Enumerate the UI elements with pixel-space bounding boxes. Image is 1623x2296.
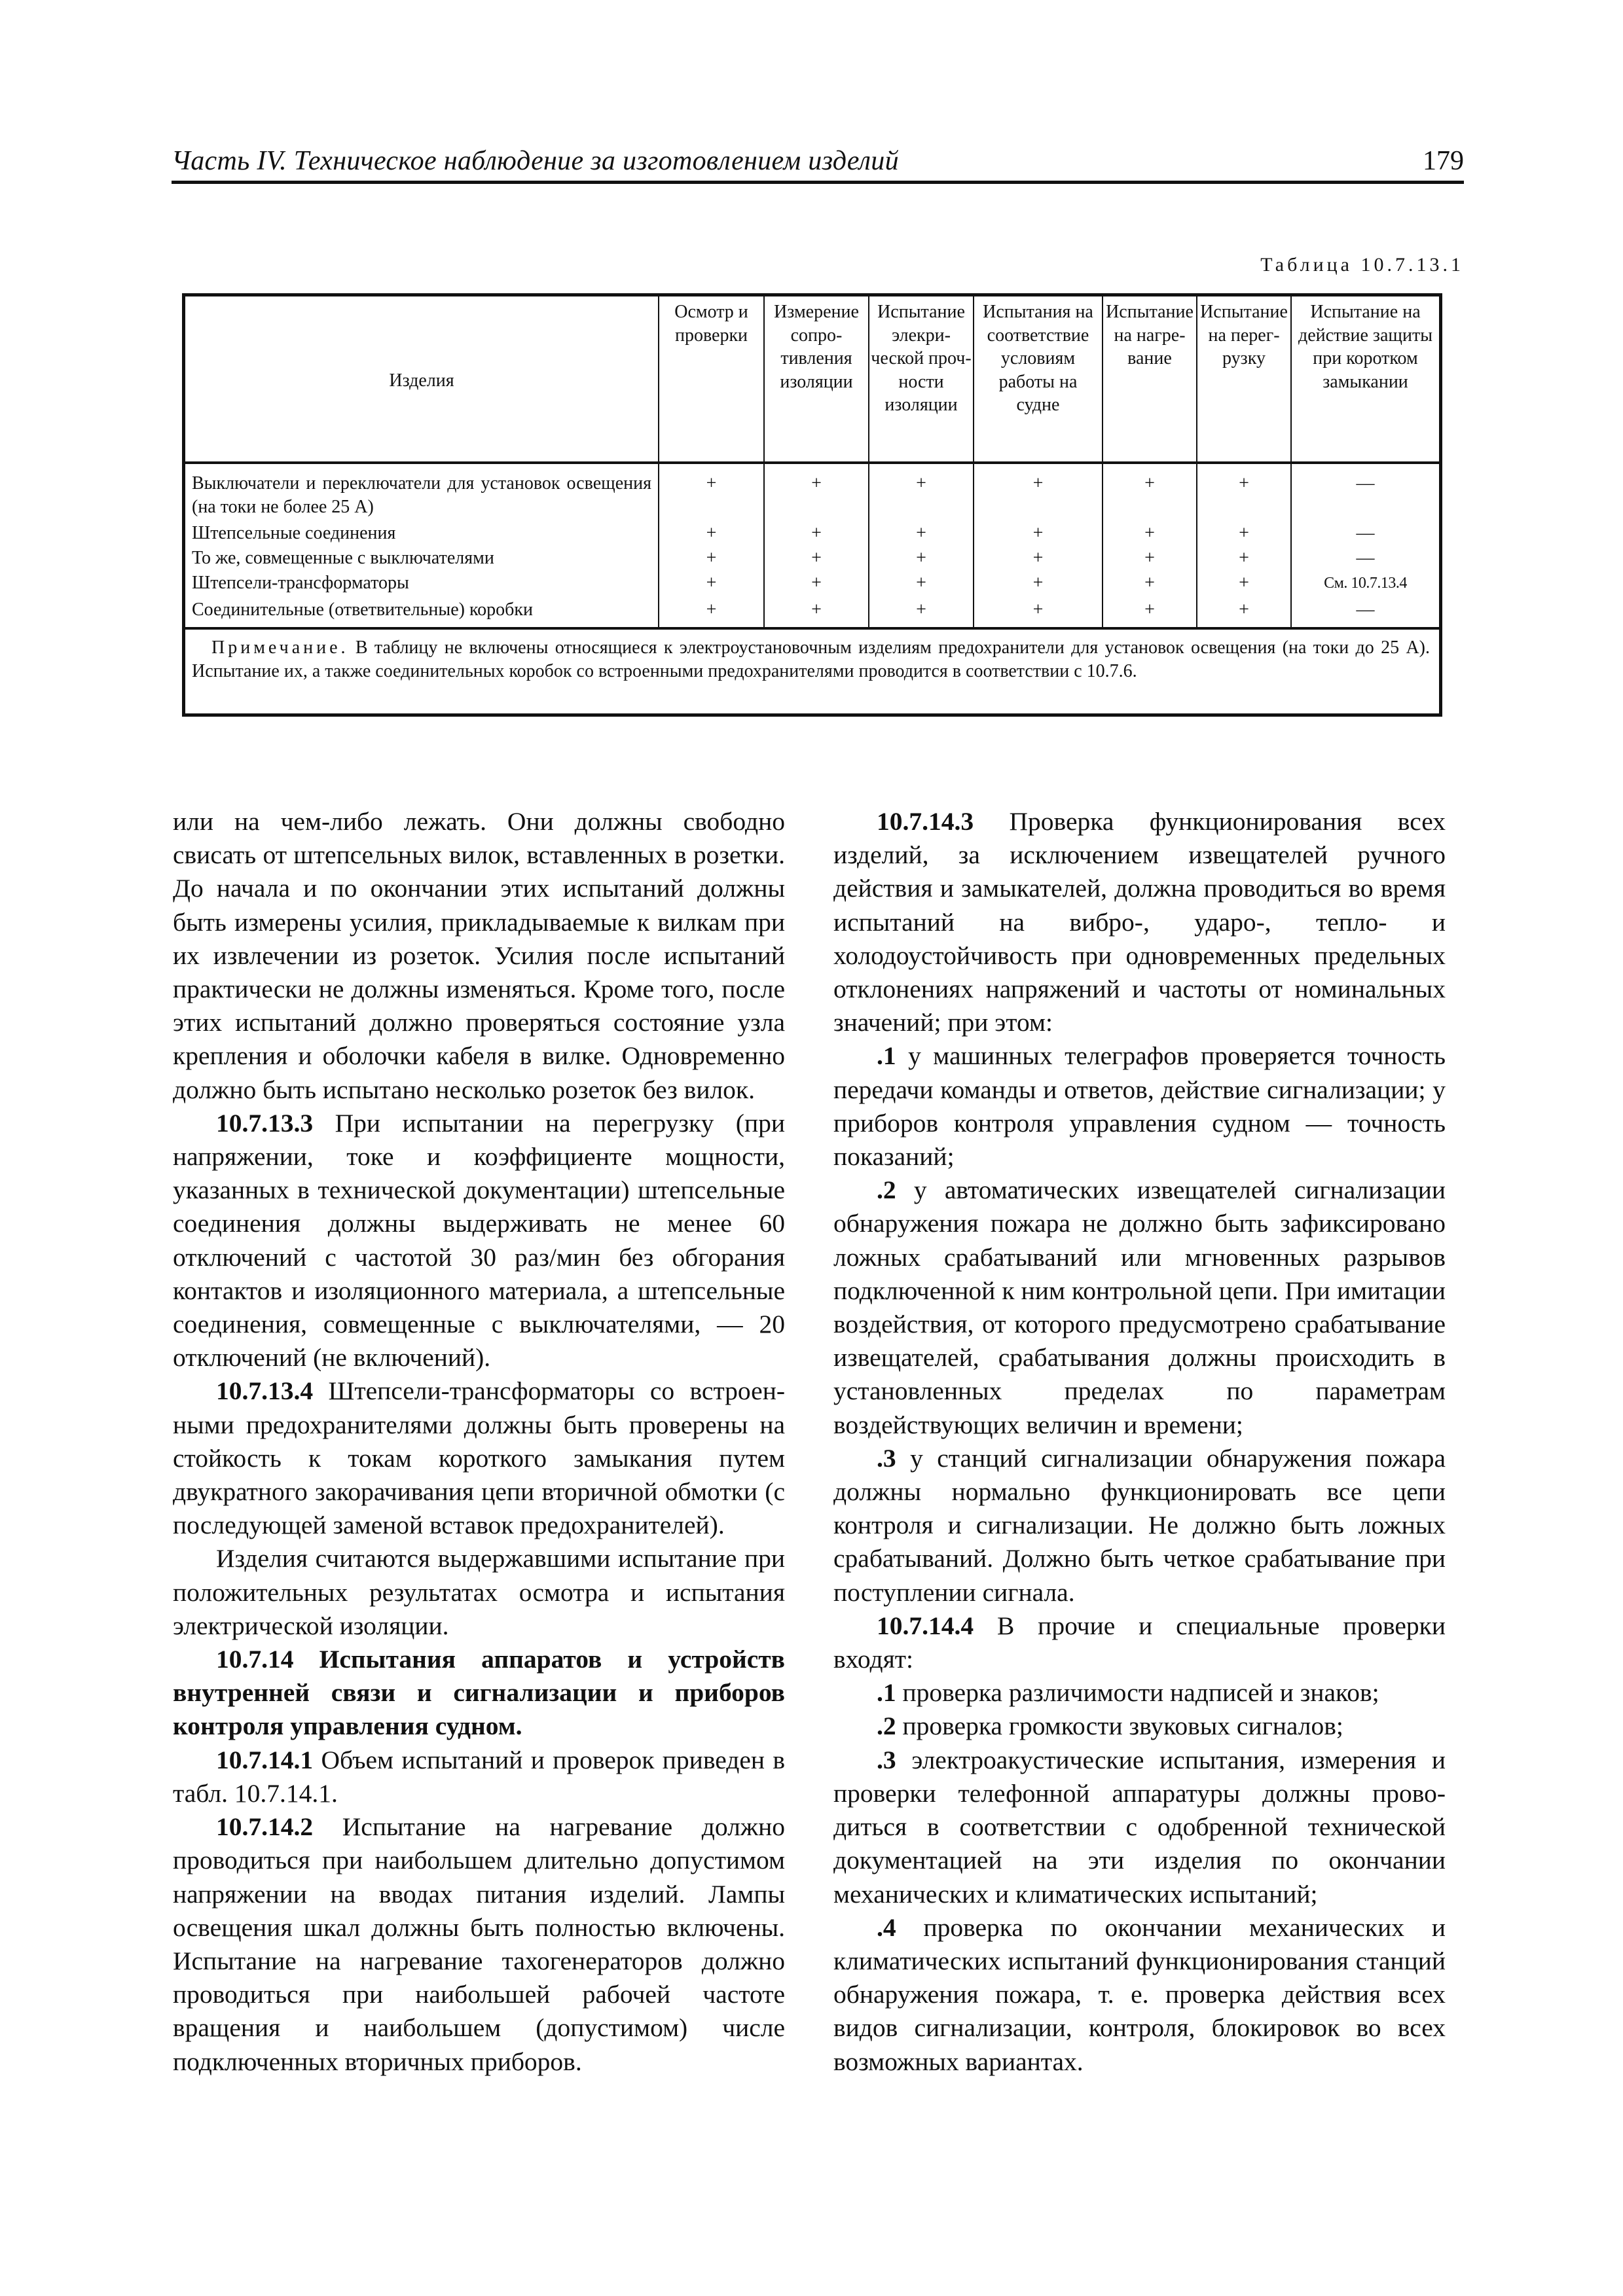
table-cell: —	[1291, 522, 1439, 547]
row-name: Выключатели и переключатели для установок освещения (на токи не более 25 А)	[192, 473, 651, 517]
table-cell: +	[1103, 547, 1197, 571]
table-cell: +	[974, 598, 1103, 628]
table-cell: —	[1291, 598, 1439, 628]
table-cell: +	[1197, 522, 1291, 547]
table-row	[185, 522, 1439, 547]
item-number: .1	[877, 1041, 896, 1071]
table-note	[185, 628, 1439, 688]
item-number: .2	[877, 1712, 896, 1741]
table-cell: +	[1197, 571, 1291, 598]
paragraph: 10.7.14.2 Испытание на нагревание должно проводиться при наибольшем длительно допустимом напряжении на вводах питания изделий. Лампы освещения шкал должны быть полностью включены. Испытание на нагревание тахогенераторов должно проводиться при наибольшей рабочей частоте вращения и наибольшем (допустимом) числе подключенных вторичных приборов.	[173, 1812, 785, 2076]
table-header-row	[185, 296, 1439, 463]
table-cell: +	[1103, 522, 1197, 547]
table-cell: +	[1103, 463, 1197, 522]
table-cell: —	[1291, 463, 1439, 522]
item-number: .3	[877, 1443, 896, 1473]
table-cell: +	[869, 463, 974, 522]
table-row	[185, 463, 1439, 522]
clause-number: 10.7.14.2	[216, 1812, 314, 1842]
table-cell: +	[1197, 463, 1291, 522]
table-row	[185, 547, 1439, 571]
paragraph: .1 у машинных телеграфов проверяется точность передачи команды и ответов, действие сигнализации; у приборов контроля управления судном — точность показаний;	[833, 1041, 1446, 1172]
paragraph: .2 проверка громкости звуковых сигналов;	[877, 1712, 1343, 1741]
table-row	[185, 571, 1439, 598]
paragraph: 10.7.14.1 Объем испытаний и проверок приведен в табл. 10.7.14.1.	[173, 1745, 785, 1808]
clause-number: 10.7.14.1	[216, 1745, 314, 1774]
table-note-row	[185, 628, 1439, 688]
table-cell: —	[1291, 547, 1439, 571]
table-cell: +	[869, 571, 974, 598]
paragraph: .2 у автоматических извещателей сигнализации обнаружения пожара не должно быть зафиксировано ложных срабатываний или мгновенных разрывов подключенной к ним контрольной цепи. При имитации воздействия, от которого предусмотрено срабатывание извещателей, срабатывания должны происходить в установленных пределах по параметрам воздействующих величин и времени;	[833, 1175, 1446, 1439]
column-header: Испытание на перегрузку	[1197, 296, 1291, 463]
clause-number: 10.7.13.3	[216, 1108, 314, 1138]
item-number: .2	[877, 1175, 896, 1205]
table-frame	[182, 293, 1442, 717]
left-column	[173, 805, 785, 2079]
clause-number: 10.7.13.4	[216, 1376, 314, 1406]
section-heading: 10.7.14 Испытания аппаратов и устройств внутренней связи и сигнализации и приборов контроля управления судном.	[173, 1645, 785, 1741]
clause-number: 10.7.14.4	[877, 1611, 974, 1640]
table-cell: +	[659, 522, 764, 547]
table-cell: +	[659, 571, 764, 598]
column-header: Измерение сопротивления изоляции	[764, 296, 869, 463]
column-header: Изделия	[185, 296, 659, 463]
row-name: Штепсельные соединения	[192, 523, 396, 543]
paragraph: .3 у станций сигнализации обнаружения пожара должны нормально функционировать все цепи контроля и сигнализации. Не должно быть ложных срабатываний. Должно быть четкое срабатывание при поступлении сигнала.	[833, 1443, 1446, 1607]
page-number: 179	[1423, 146, 1464, 176]
paragraph: или на чем-либо лежать. Они должны свободно свисать от штепсельных вилок, вставленных в розетки. До начала и по окончании этих испытаний должны быть измерены усилия, прикладываемые к вилкам при их извлечении из розеток. Усилия после испытаний практически не должны изменяться. Кроме того, после этих испытаний должно проверяться состояние узла крепления и оболочки кабеля в вилке. Одновременно должно быть испытано несколько розеток без вилок.	[173, 807, 785, 1104]
table-cell: +	[764, 463, 869, 522]
table-cell: +	[974, 463, 1103, 522]
table-cell: +	[1103, 571, 1197, 598]
table-cell: +	[974, 547, 1103, 571]
table-cell: +	[659, 463, 764, 522]
table-cell: +	[764, 598, 869, 628]
paragraph: .1 проверка различимости надписей и знаков;	[877, 1678, 1379, 1708]
row-name: То же, совмещенные с выключателями	[192, 548, 494, 568]
table-cell: +	[764, 571, 869, 598]
column-header: Испытание на нагревание	[1103, 296, 1197, 463]
paragraph: .4 проверка по окончании механических и климатических испытаний функционирования станций обнаружения пожара, т. е. проверка действия всех видов сигнализации, контроля, блокировок во всех возможных вариантах.	[833, 1912, 1446, 2076]
paragraph: .3 электроакустические испытания, измерения и проверки телефонной аппаратуры должны проводиться в соответствии с одобренной технической документацией на эти изделия по окончании механических и климатических испытаний;	[833, 1745, 1446, 1909]
item-number: .4	[877, 1912, 896, 1942]
clause-number: 10.7.14.3	[877, 807, 974, 836]
note-label: Примечание.	[211, 637, 349, 658]
table-cell: +	[974, 522, 1103, 547]
paragraph: 10.7.13.3 При испытании на перегрузку (при напряжении, токе и коэффициенте мощности, указанных в технической документации) штепсельные соединения должны выдерживать не менее 60 отключений с частотой 30 раз/мин без обгорания контактов и изоляционного материала, а штепсельные соединения, совмещенные с выключателями, — 20 отключений (не включений).	[173, 1108, 785, 1372]
column-header: Испытание элекрической прочности изоляции	[869, 296, 974, 463]
running-header-title: Часть IV. Техническое наблюдение за изготовлением изделий	[172, 146, 899, 176]
paragraph: Изделия считаются выдержавшими испытание при положительных результатах осмотра и испытания электрической изоляции.	[173, 1544, 785, 1640]
item-number: .1	[877, 1678, 896, 1708]
table-cell: +	[869, 522, 974, 547]
paragraph: 10.7.14.3 Проверка функционирования всех изделий, за исключением извещателей ручного действия и замыкателей, должна проводиться во время испытаний на вибро-, ударо-, тепло- и холодоустойчивость при одновременных предельных отклонениях напряжений и частоты от номинальных значений; при этом:	[833, 807, 1446, 1037]
tests-table	[185, 296, 1439, 688]
running-header	[172, 140, 1464, 184]
table-cell: См. 10.7.13.4	[1291, 571, 1439, 598]
table-cell: +	[764, 522, 869, 547]
column-header: Испытания на соответствие условиям работы на судне	[974, 296, 1103, 463]
row-name: Штепсели-трансформаторы	[192, 573, 409, 593]
table-row	[185, 598, 1439, 628]
table-cell: +	[974, 571, 1103, 598]
paragraph: 10.7.14.4 В прочие и специальные проверки входят:	[833, 1611, 1446, 1674]
table-caption: Таблица 10.7.13.1	[1260, 254, 1464, 276]
item-number: .3	[877, 1745, 896, 1774]
table-cell: +	[1197, 598, 1291, 628]
column-header: Осмотр и проверки	[659, 296, 764, 463]
right-column	[833, 805, 1446, 2079]
table-cell: +	[1197, 547, 1291, 571]
table-cell: +	[869, 598, 974, 628]
paragraph: 10.7.13.4 Штепсели-трансформаторы со встроенными предохранителями должны быть проверены на стойкость к токам короткого замыкания путем двукратного закорачивания цепи вторичной обмотки (с последующей заменой вставок предохранителей).	[173, 1376, 785, 1540]
table-cell: +	[1103, 598, 1197, 628]
note-text: В таблицу не включены относящиеся к электроустановочным изделиям предохранители для установок освещения (на токи до 25 А). Испытание их, а также соединительных коробок со встроенными предохранителями проводится в соответствии с 10.7.6.	[192, 637, 1431, 682]
row-name: Соединительные (ответвительные) коробки	[192, 600, 533, 620]
column-header: Испытание на действие защиты при коротком замыкании	[1291, 296, 1439, 463]
table-cell: +	[764, 547, 869, 571]
table-cell: +	[659, 598, 764, 628]
table-cell: +	[869, 547, 974, 571]
table-cell: +	[659, 547, 764, 571]
